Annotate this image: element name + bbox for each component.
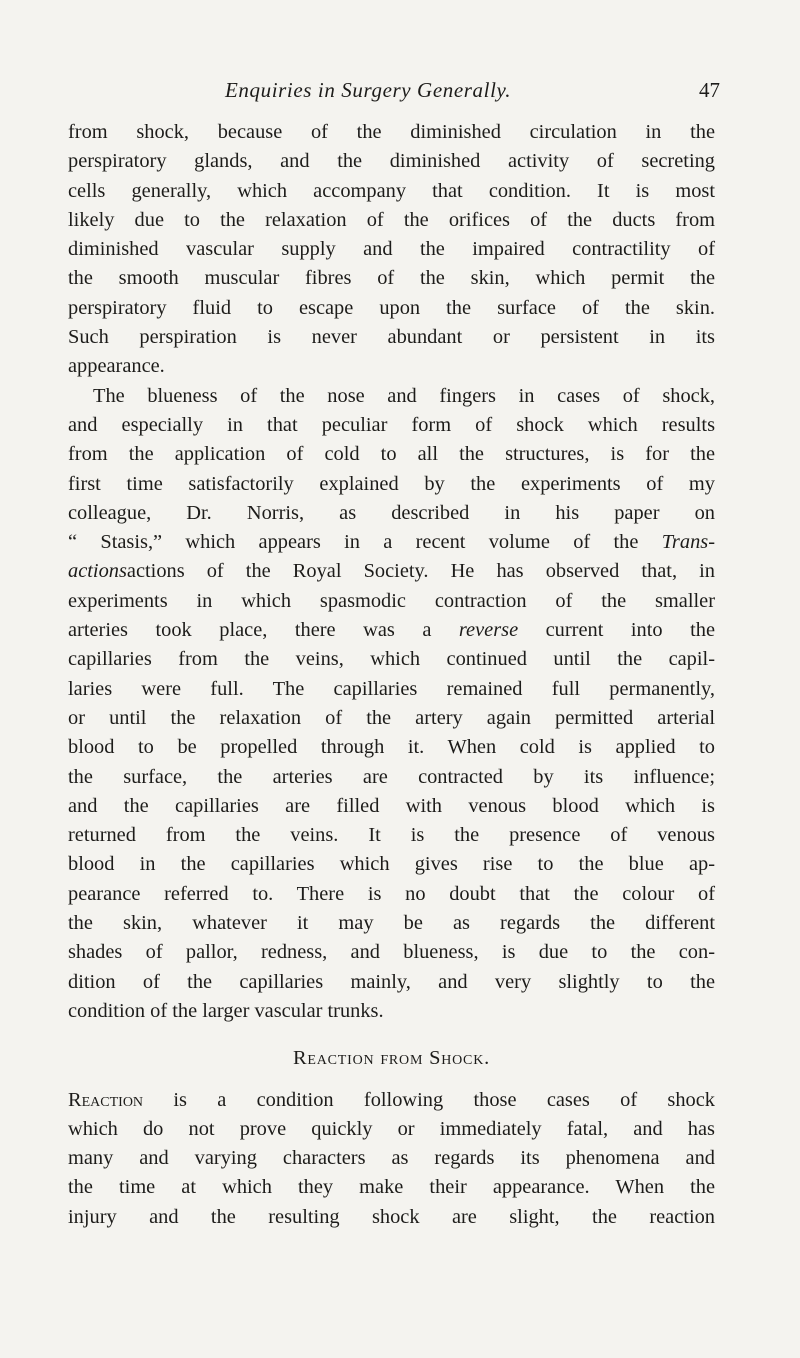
text-line: The blueness of the nose and fingers in cases of shock, [93,384,715,407]
text-line: colleague, Dr. Norris, as described in his paper on [68,501,715,524]
paragraph-reaction [68,1086,715,1232]
paragraph-blueness [68,382,715,1027]
lead-word: Reaction [68,1088,144,1111]
text-line [68,1086,715,1115]
text-line: or until the relaxation of the artery again permitted arterial [68,706,715,729]
text-line: and especially in that peculiar form of shock which results [68,413,715,436]
text-line: experiments in which spasmodic contraction of the smaller [68,589,715,612]
body-text [68,118,715,1232]
text-line: from shock, because of the diminished circulation in the [68,121,715,143]
text-line [68,528,715,557]
text-line: pearance referred to. There is no doubt that the colour of [68,882,715,905]
italic-text: reverse [458,619,519,642]
text-line: capillaries from the veins, which continued until the capil- [68,648,715,671]
text-line: the surface, the arteries are contracted by its influence; [68,765,715,788]
text-line: and the capillaries are filled with venous blood which is [68,794,715,817]
text-line: diminished vascular supply and the impaired contractility of [68,238,715,261]
text-line: perspiratory glands, and the diminished activity of secreting [68,150,715,173]
text-line: injury and the resulting shock are slight, the reaction [68,1205,715,1228]
text-line: the smooth muscular fibres of the skin, which permit the [68,267,715,290]
section-heading: Reaction from Shock. [292,1047,491,1070]
text-line: blood to be propelled through it. When cold is applied to [68,736,715,759]
text-line: many and varying characters as regards its phenomena and [68,1147,715,1170]
text-line: blood in the capillaries which gives rise to the blue ap- [68,853,715,876]
text-line [68,616,715,645]
text-line: condition of the larger vascular trunks. [68,999,384,1022]
text-line: laries were full. The capillaries remained full permanently, [68,677,715,700]
text-segment: is a condition following those cases of shock [143,1088,715,1111]
text-line: which do not prove quickly or immediately fatal, and has [68,1117,715,1140]
text-line: returned from the veins. It is the presence of venous [68,824,715,847]
text-segment: arteries took place, there was a [68,619,459,642]
italic-text: actions [68,560,127,583]
text-line: appearance. [68,355,165,378]
text-line: the skin, whatever it may be as regards the different [68,912,715,935]
paragraph-shock-perspiration [68,118,715,382]
text-segment: current into the [518,619,715,642]
text-line: likely due to the relaxation of the orifices of the ducts from [68,208,715,231]
page-number: 47 [699,78,720,102]
text-segment: “ Stasis,” which appears in a recent volume of the [68,531,662,554]
running-header [0,78,800,112]
text-segment: actions of the Royal Society. He has observed that, in [126,560,715,583]
italic-text: Trans- [661,531,715,554]
text-line: first time satisfactorily explained by the experiments of my [68,472,715,495]
text-line: shades of pallor, redness, and blueness, is due to the con- [68,941,715,964]
text-line: perspiratory fluid to escape upon the surface of the skin. [68,296,715,319]
running-title: Enquiries in Surgery Generally. [225,78,512,102]
text-line: cells generally, which accompany that condition. It is most [68,179,715,202]
text-line: dition of the capillaries mainly, and very slightly to the [68,970,715,993]
text-line: from the application of cold to all the structures, is for the [68,443,715,466]
text-line: the time at which they make their appearance. When the [68,1176,715,1199]
text-line: Such perspiration is never abundant or persistent in its [68,326,715,349]
text-line [68,557,715,586]
